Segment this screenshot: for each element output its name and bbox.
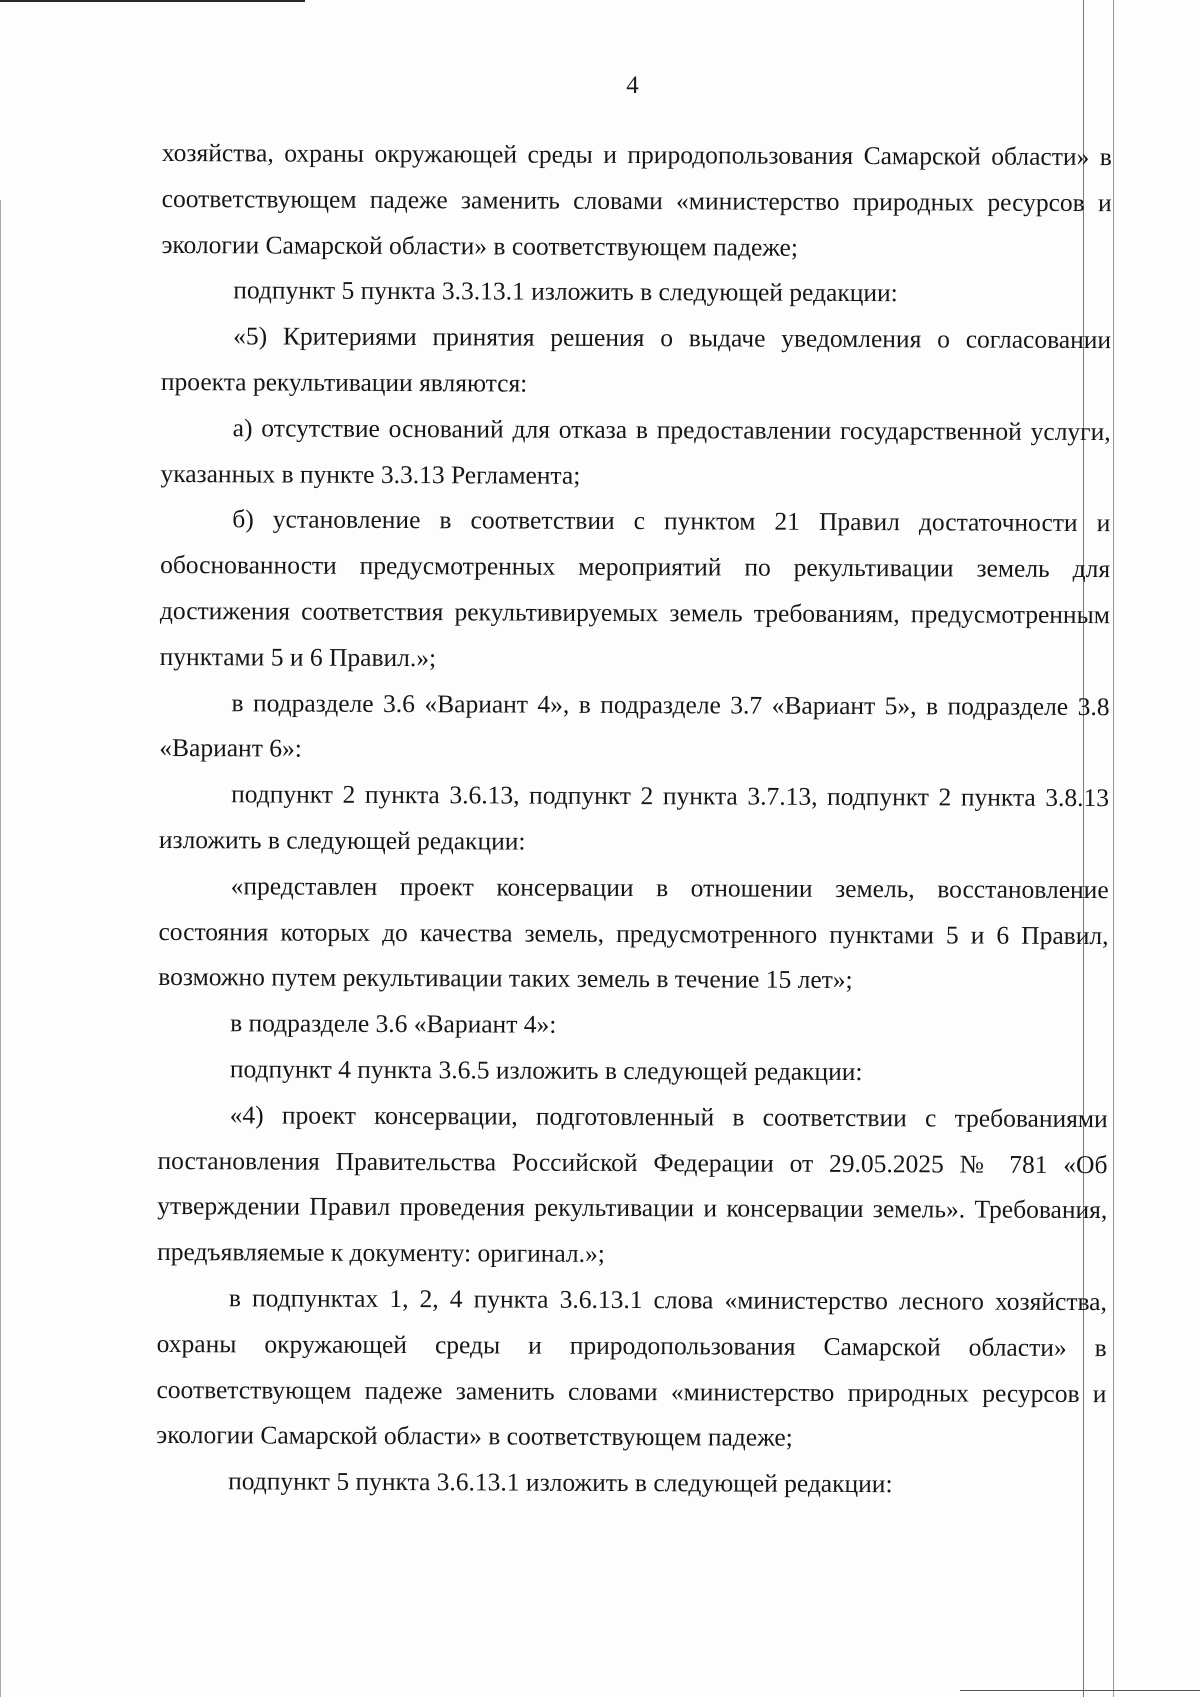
- paragraph: в подразделе 3.6 «Вариант 4», в подразделе 3.7 «Вариант 5», в подразделе 3.8 «Вариант 6»:: [159, 687, 1110, 763]
- body-text: [156, 130, 1112, 1508]
- scan-fold-line-right-2: [1113, 0, 1114, 1697]
- paragraph: в подпунктах 1, 2, 4 пункта 3.6.13.1 слова «министерство лесного хозяйства, охраны окружающей среды и природопользования Самарской области» в соответствующем падеже заменить словами «министерство природных ресурсов и экологии Самарской области» в соответствующем падеже;: [156, 1283, 1107, 1453]
- paragraph: «4) проект консервации, подготовленный в соответствии с требованиями постановления Правительства Российской Федерации от 29.05.2025 № 781 «Об утверждении Правил проведения рекультивации и консервации земель». Требования, предъявляемые к документу: оригинал.»;: [157, 1100, 1108, 1269]
- paragraph: а) отсутствие оснований для отказа в предоставлении государственной услуги, указанных в пункте 3.3.13 Регламента;: [160, 413, 1111, 490]
- paragraph: б) установление в соответствии с пунктом 21 Правил достаточности и обоснованности предусмотренных мероприятий по рекультивации земель для достижения соответствия рекультивируемых земель требованиям, предусмотренным пунктами 5 и 6 Правил.»;: [159, 504, 1111, 672]
- page-number: 4: [626, 72, 639, 99]
- scan-edge-line-bottom: [960, 1690, 1200, 1691]
- paragraph: подпункт 4 пункта 3.6.5 изложить в следующей редакции:: [229, 1054, 863, 1087]
- scan-edge-line-left: [0, 200, 1, 1697]
- paragraph: в подразделе 3.6 «Вариант 4»:: [230, 1008, 557, 1039]
- paragraph: «5) Критериями принятия решения о выдаче уведомления о согласовании проекта рекультивации являются:: [160, 321, 1112, 398]
- paragraph: подпункт 5 пункта 3.6.13.1 изложить в следующей редакции:: [228, 1466, 893, 1499]
- paragraph: подпункт 2 пункта 3.6.13, подпункт 2 пункта 3.7.13, подпункт 2 пункта 3.8.13 изложить в следующей редакции:: [158, 779, 1110, 856]
- paragraph: «представлен проект консервации в отношении земель, восстановление состояния которых до качества земель, предусмотренного пунктами 5 и 6 Правил, возможно путем рекультивации таких земель в течение 15 лет»;: [158, 871, 1109, 995]
- paragraph: подпункт 5 пункта 3.3.13.1 изложить в следующей редакции:: [233, 275, 898, 308]
- scan-edge-line-top: [0, 0, 305, 2]
- paragraph: хозяйства, охраны окружающей среды и природопользования Самарской области» в соответствующем падеже заменить словами «министерство природных ресурсов и экологии Самарской области» в соответствующем падеже;: [161, 137, 1112, 262]
